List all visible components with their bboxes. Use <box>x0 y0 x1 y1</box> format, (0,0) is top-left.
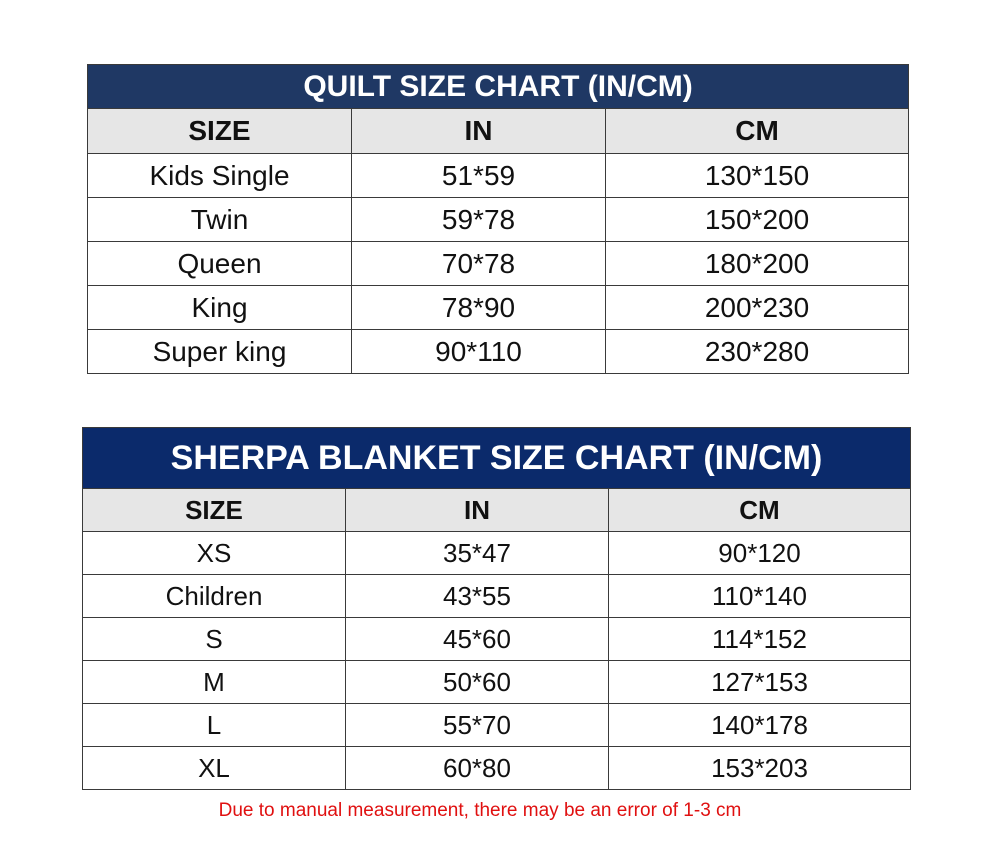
size-cell: Super king <box>88 330 352 374</box>
cm-cell: 90*120 <box>609 532 911 575</box>
cm-cell: 110*140 <box>609 575 911 618</box>
inch-cell: 45*60 <box>346 618 609 661</box>
quilt-table-title: QUILT SIZE CHART (IN/CM) <box>88 65 909 109</box>
cm-cell: 230*280 <box>606 330 909 374</box>
header-cm: CM <box>606 109 909 154</box>
inch-cell: 51*59 <box>352 154 606 198</box>
size-cell: Kids Single <box>88 154 352 198</box>
table-row <box>88 242 909 286</box>
size-cell: S <box>83 618 346 661</box>
cm-cell: 127*153 <box>609 661 911 704</box>
size-cell: Queen <box>88 242 352 286</box>
table-row <box>88 330 909 374</box>
inch-cell: 60*80 <box>346 747 609 790</box>
size-cell: Twin <box>88 198 352 242</box>
header-in: IN <box>352 109 606 154</box>
table-row <box>88 154 909 198</box>
cm-cell: 114*152 <box>609 618 911 661</box>
sherpa-header-row <box>83 489 911 532</box>
header-in: IN <box>346 489 609 532</box>
size-cell: XL <box>83 747 346 790</box>
inch-cell: 70*78 <box>352 242 606 286</box>
measurement-note: Due to manual measurement, there may be an error of 1-3 cm <box>218 800 742 821</box>
cm-cell: 140*178 <box>609 704 911 747</box>
header-size: SIZE <box>88 109 352 154</box>
cm-cell: 153*203 <box>609 747 911 790</box>
inch-cell: 35*47 <box>346 532 609 575</box>
table-row <box>83 532 911 575</box>
table-row <box>83 618 911 661</box>
inch-cell: 90*110 <box>352 330 606 374</box>
cm-cell: 200*230 <box>606 286 909 330</box>
header-cm: CM <box>609 489 911 532</box>
inch-cell: 50*60 <box>346 661 609 704</box>
cm-cell: 150*200 <box>606 198 909 242</box>
size-cell: L <box>83 704 346 747</box>
header-size: SIZE <box>83 489 346 532</box>
cm-cell: 180*200 <box>606 242 909 286</box>
quilt-header-row <box>88 109 909 154</box>
size-cell: XS <box>83 532 346 575</box>
cm-cell: 130*150 <box>606 154 909 198</box>
table-row <box>83 704 911 747</box>
size-cell: King <box>88 286 352 330</box>
size-cell: Children <box>83 575 346 618</box>
table-row <box>83 747 911 790</box>
table-row <box>88 198 909 242</box>
table-row <box>83 661 911 704</box>
table-row <box>88 286 909 330</box>
sherpa-size-table <box>82 427 911 790</box>
inch-cell: 43*55 <box>346 575 609 618</box>
size-cell: M <box>83 661 346 704</box>
table-row <box>83 575 911 618</box>
inch-cell: 78*90 <box>352 286 606 330</box>
sherpa-table-title: SHERPA BLANKET SIZE CHART (IN/CM) <box>83 428 911 489</box>
inch-cell: 59*78 <box>352 198 606 242</box>
quilt-size-table <box>87 64 909 374</box>
inch-cell: 55*70 <box>346 704 609 747</box>
